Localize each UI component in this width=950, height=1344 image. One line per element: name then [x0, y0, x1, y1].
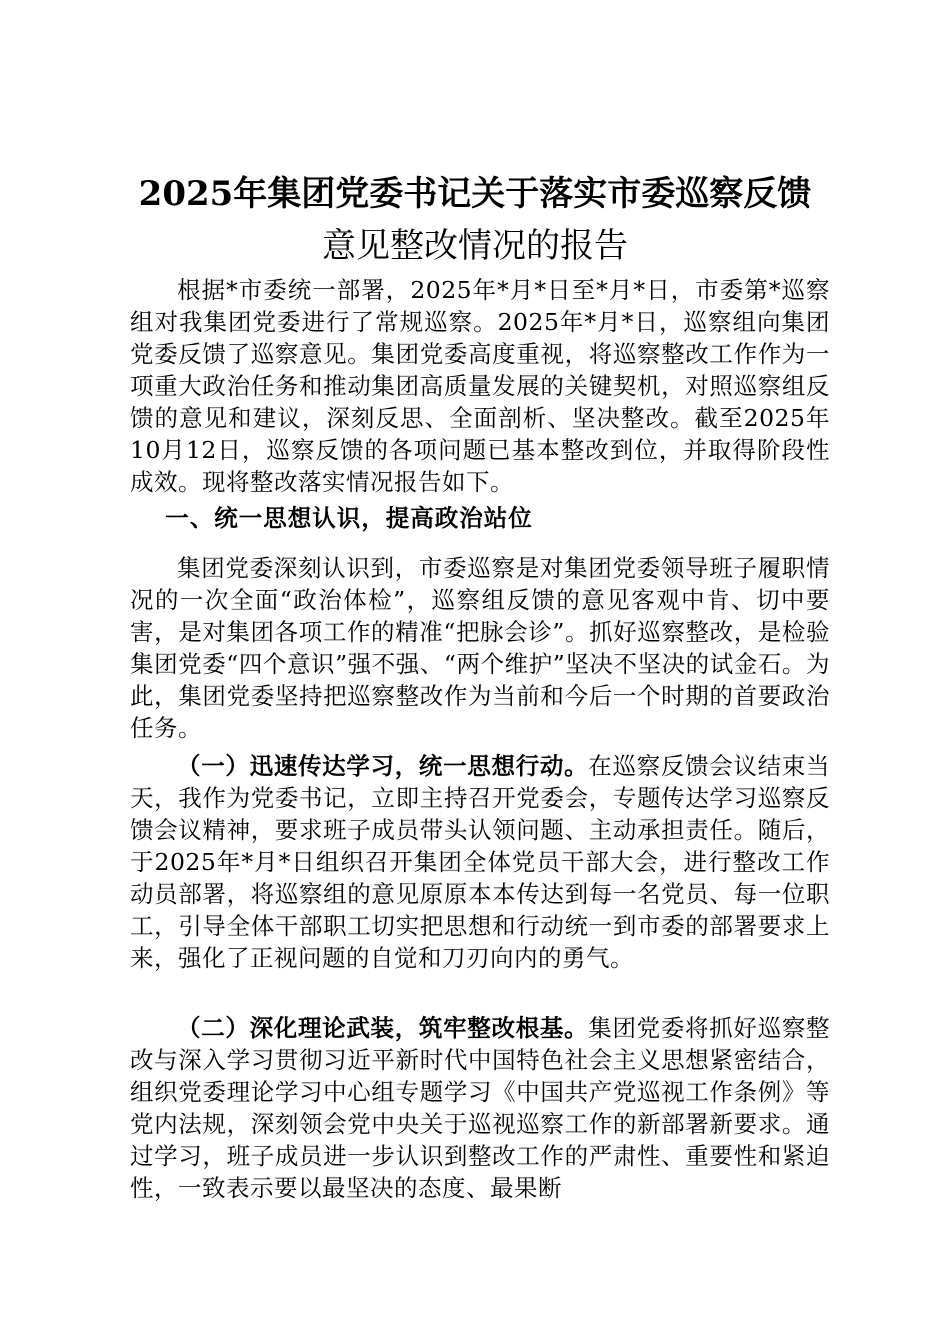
subsection-2-body: 集团党委将抓好巡察整改与深入学习贯彻习近平新时代中国特色社会主义思想紧密结合，组织党委理论学习中心组专题学习《中国共产党巡视工作条例》等党内法规，深刻领会党中央关于巡视巡察工作的新部署新要求。通过学习，班子成员进一步认识到整改工作的严肃性、重要性和紧迫性，一致表示要以最坚决的态度、最果断 [130, 1014, 831, 1202]
subsection-1-body: 在巡察反馈会议结束当天，我作为党委书记，立即主持召开党委会，专题传达学习巡察反馈会议精神，要求班子成员带头认领问题、主动承担责任。随后，于2025年*月*日组织召开集团全体党员干部大会，进行整改工作动员部署，将巡察组的意见原原本本传达到每一名党员、每一位职工，引导全体干部职工切实把思想和行动统一到市委的部署要求上来，强化了正视问题的自觉和刀刃向内的勇气。 [130, 752, 831, 972]
section-1-paragraph: 集团党委深刻认识到，市委巡察是对集团党委领导班子履职情况的一次全面“政治体检”，巡察组反馈的意见客观中肯、切中要害，是对集团各项工作的精准“把脉会诊”。抓好巡察整改，是检验集团党委“四个意识”强不强、“两个维护”坚决不坚决的试金石。为此，集团党委坚持把巡察整改作为当前和今后一个时期的首要政治任务。 [130, 554, 830, 742]
document-title [100, 168, 850, 272]
subsection-1-heading: （一）迅速传达学习，统一思想行动。 [177, 752, 589, 780]
section-1-heading: 一、统一思想认识，提高政治站位 [165, 504, 533, 532]
intro-paragraph: 根据*市委统一部署，2025年*月*日至*月*日，市委第*巡察组对我集团党委进行了常规巡察。2025年*月*日，巡察组向集团党委反馈了巡察意见。集团党委高度重视，将巡察整改工作作为一项重大政治任务和推动集团高质量发展的关键契机，对照巡察组反馈的意见和建议，深刻反思、全面剖析、坚决整改。截至2025年10月12日，巡察反馈的各项问题已基本整改到位，并取得阶段性成效。现将整改落实情况报告如下。 [130, 276, 830, 496]
subsection-1-paragraph [130, 750, 830, 974]
subsection-2-heading: （二）深化理论武装，筑牢整改根基。 [177, 1014, 589, 1042]
subsection-2-paragraph [130, 1012, 830, 1204]
title-line-1: 2025年集团党委书记关于落实市委巡察反馈 [138, 174, 812, 214]
title-line-2: 意见整改情况的报告 [322, 226, 628, 266]
